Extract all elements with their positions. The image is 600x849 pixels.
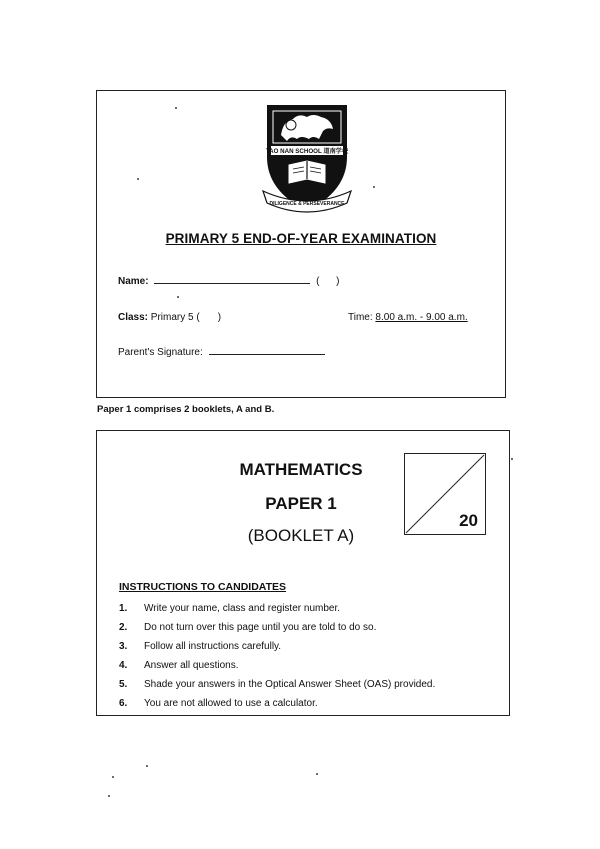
crest-motto: DILIGENCE & PERSEVERANCE [269,201,345,207]
scan-speck [137,178,139,180]
name-label: Name: [118,276,149,287]
register-number-blank[interactable]: ( ) [316,276,340,287]
scan-speck [146,765,148,767]
list-item: 2. Do not turn over this page until you are told to do so. [119,622,377,633]
time-row [348,312,468,323]
class-row [118,312,221,323]
signature-label: Parent's Signature: [118,347,203,358]
scan-speck [175,107,177,109]
exam-title: PRIMARY 5 END-OF-YEAR EXAMINATION [165,231,437,246]
school-crest-logo [261,99,353,217]
scan-speck [108,795,110,797]
booklet-note: Paper 1 comprises 2 booklets, A and B. [97,404,275,415]
name-blank-line[interactable] [154,283,310,284]
scan-speck [177,296,179,298]
name-row [118,276,339,287]
scan-speck [373,186,375,188]
list-item: 6. You are not allowed to use a calculator. [119,698,318,709]
list-item: 1. Write your name, class and register number. [119,603,341,614]
list-item: 5. Shade your answers in the Optical Answer Sheet (OAS) provided. [119,679,436,690]
marks-box [404,453,486,535]
scan-speck [112,776,114,778]
time-label: Time: [348,312,373,323]
list-item: 3. Follow all instructions carefully. [119,641,282,652]
scan-speck [316,773,318,775]
signature-row [118,347,325,358]
booklet-title: (BOOKLET A) [247,526,355,545]
list-item: 4. Answer all questions. [119,660,239,671]
class-value: Primary 5 ( [150,312,200,323]
crest-school-name: TAO NAN SCHOOL 道南学校 [265,148,349,155]
signature-blank-line[interactable] [209,354,325,355]
paper-title: PAPER 1 [265,494,337,513]
total-marks: 20 [459,511,478,530]
time-value: 8.00 a.m. - 9.00 a.m. [375,312,468,323]
instructions-heading: INSTRUCTIONS TO CANDIDATES [119,581,287,593]
class-close: ) [217,312,222,323]
subject-title: MATHEMATICS [239,460,363,479]
cover-header-box [96,90,506,398]
booklet-box [96,430,510,716]
scan-speck [511,458,513,460]
instructions-list [119,599,435,713]
class-label: Class: [118,312,149,323]
